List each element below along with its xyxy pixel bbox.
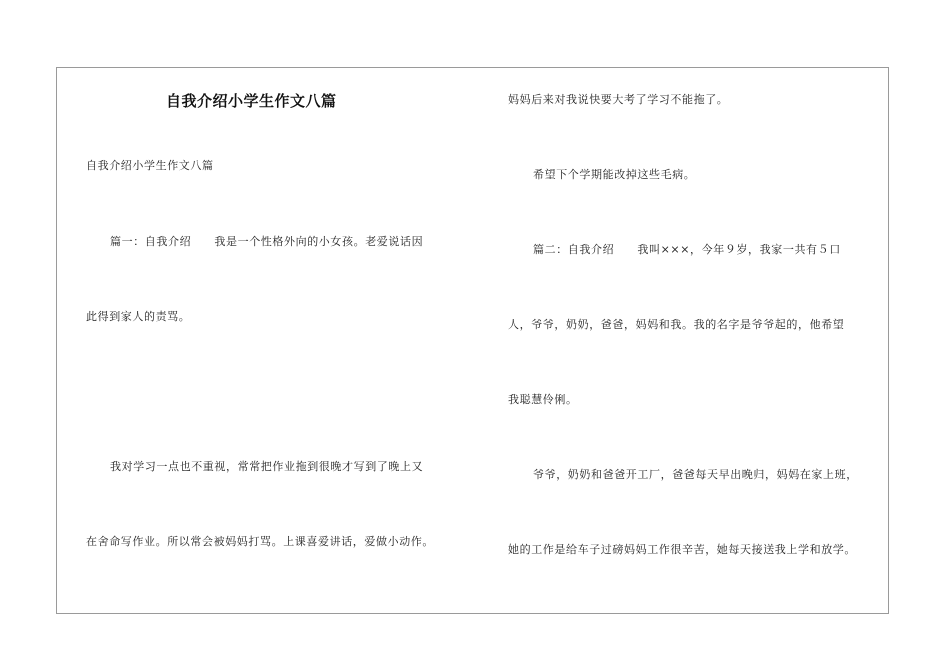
paragraph-1-line-2: 此得到家人的责骂。 — [86, 310, 191, 323]
paragraph-4-line-1: 爷爷，奶奶和爸爸开工厂，爸爸每天早出晚归，妈妈在家上班， — [533, 468, 858, 481]
paragraph-3-line-1: 篇二：自我介绍 我叫×××，今年９岁，我家一共有５口 — [533, 243, 841, 256]
subtitle: 自我介绍小学生作文八篇 — [86, 159, 214, 172]
page-border — [56, 67, 889, 614]
paragraph-2-line-2: 在舍命写作业。所以常会被妈妈打骂。上课喜爱讲话，爱做小动作。 — [86, 535, 434, 548]
right-line-2: 希望下个学期能改掉这些毛病。 — [533, 168, 696, 181]
paragraph-3-line-3: 我聪慧伶俐。 — [508, 393, 578, 406]
paragraph-1-line-1: 篇一：自我介绍 我是一个性格外向的小女孩。老爱说话因 — [110, 235, 424, 248]
paragraph-3-line-2: 人，爷爷，奶奶，爸爸，妈妈和我。我的名字是爷爷起的，他希望 — [508, 318, 845, 331]
paragraph-2-line-1: 我对学习一点也不重视，常常把作业拖到很晚才写到了晚上又 — [110, 460, 424, 473]
document-title: 自我介绍小学生作文八篇 — [166, 92, 337, 110]
right-line-1: 妈妈后来对我说快要大考了学习不能拖了。 — [508, 93, 729, 106]
paragraph-4-line-2: 她的工作是给车子过磅妈妈工作很辛苦，她每天接送我上学和放学。 — [508, 543, 856, 556]
